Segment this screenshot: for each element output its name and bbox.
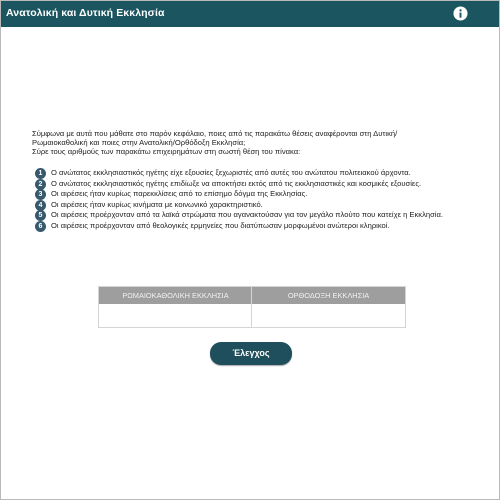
draggable-number-badge[interactable]: 1 <box>35 168 46 179</box>
info-icon[interactable] <box>453 6 468 21</box>
draggable-number-badge[interactable]: 3 <box>35 189 46 200</box>
instructions <box>32 129 472 156</box>
page-title: Ανατολική και Δυτική Εκκλησία <box>6 7 165 19</box>
statement-text: Ο ανώτατος εκκλησιαστικός ηγέτης επιδίωξε να αποκτήσει εκτός από τις εκκλησιαστικές και κοσμικές εξουσίες. <box>51 178 422 188</box>
statement-item <box>32 168 472 177</box>
instruction-line-2: Ρωμαιοκαθολική και ποιες στην Ανατολική/Ορθόδοξη Εκκλησία; <box>32 138 246 147</box>
draggable-number-badge[interactable]: 5 <box>35 210 46 221</box>
statement-item <box>32 200 472 209</box>
table-header-row <box>99 287 405 304</box>
activity-content <box>32 129 472 232</box>
column-header-orthodox: ΟΡΘΟΔΟΞΗ ΕΚΚΛΗΣΙΑ <box>287 291 370 300</box>
statement-text: Οι αιρέσεις ήταν κυρίως κινήματα με κοινωνικό χαρακτηριστικό. <box>51 199 263 209</box>
instruction-line-1: Σύμφωνα με αυτά που μάθατε στο παρόν κεφάλαιο, ποιες από τις παρακάτω θέσεις αναφέρονται στη Δυτική/ <box>32 129 398 138</box>
title-bar <box>1 1 499 27</box>
statement-item <box>32 179 472 188</box>
statement-item <box>32 210 472 219</box>
statement-text: Ο ανώτατος εκκλησιαστικός ηγέτης είχε εξουσίες ξεχωριστές από αυτές του ανώτατου πολιτειακού άρχοντα. <box>51 168 411 177</box>
drop-zone-catholic[interactable] <box>99 304 251 327</box>
instruction-line-3: Σύρε τους αριθμούς των παρακάτω επιχειρημάτων στη σωστή θέση του πίνακα: <box>32 147 301 156</box>
draggable-number-badge[interactable]: 2 <box>35 179 46 190</box>
statement-item <box>32 221 472 230</box>
statement-text: Οι αιρέσεις προέρχονταν από τα λαϊκά στρώματα που αγανακτούσαν για τον μεγάλο πλούτο που κατείχε η Εκκλησία. <box>51 210 443 220</box>
draggable-number-badge[interactable]: 6 <box>35 221 46 232</box>
check-button[interactable]: Έλεγχος <box>210 342 292 365</box>
column-header-catholic: ΡΩΜΑΙΟΚΑΘΟΛΙΚΗ ΕΚΚΛΗΣΙΑ <box>122 291 229 300</box>
statement-list <box>32 168 472 230</box>
draggable-number-badge[interactable]: 4 <box>35 200 46 211</box>
statement-text: Οι αιρέσεις ήταν κυρίως παρεκκλίσεις από το επίσημο δόγμα της Εκκλησίας. <box>51 189 308 199</box>
statement-item <box>32 189 472 198</box>
statement-text: Οι αιρέσεις προέρχονταν από θεολογικές ερμηνείες που διατύπωσαν μορφωμένοι ανώτεροι κληρικοί. <box>51 220 390 230</box>
classification-table <box>98 286 406 328</box>
drop-zone-orthodox[interactable] <box>252 304 405 327</box>
